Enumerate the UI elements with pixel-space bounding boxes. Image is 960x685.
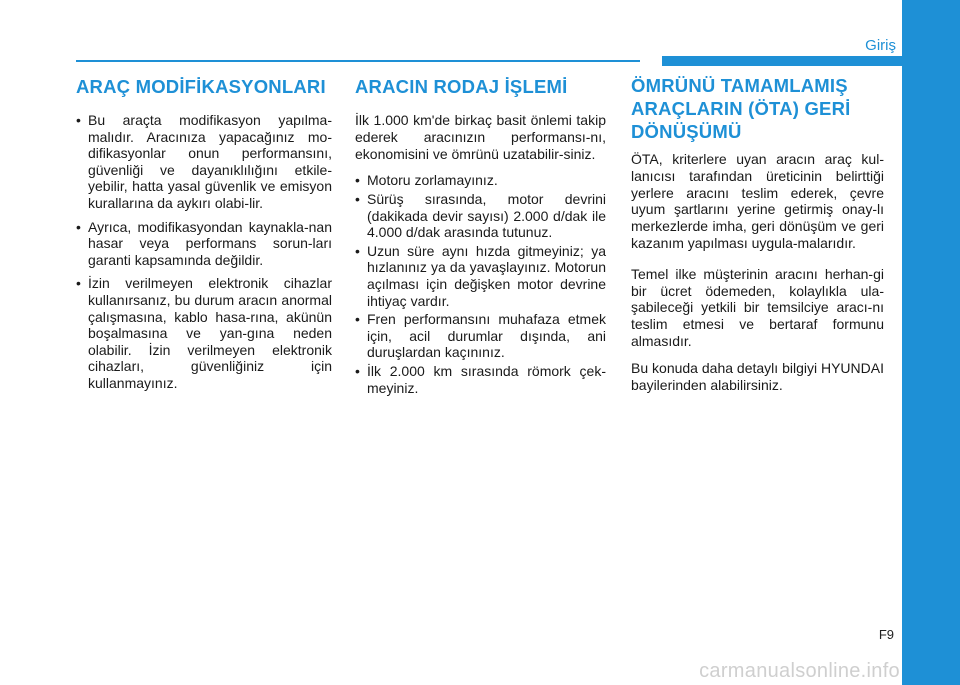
column-right (631, 74, 884, 407)
header-rule (76, 60, 640, 62)
bullet-icon: • (355, 172, 360, 189)
column-left (76, 74, 332, 399)
column-middle (355, 74, 606, 398)
list-item: • Fren performansını muhafaza etmek için, acil durumlar dışında, ani duruşlardan kaçınınız. (355, 311, 606, 361)
list-item: • Bu araçta modifikasyon yapılma-malıdır. Aracınıza yapacağınız mo-difikasyonlar onun performansını, güvenliği ve dayanıklılığını etkile-yebilir, hatta yasal güvenlik ve emisyon kurallarına da aykırı olabi-lir. (76, 112, 332, 211)
recycling-paragraph: ÖTA, kriterlere uyan aracın araç kul-lanıcısı tarafından üreticinin belirttiği yerlere aracını teslim ederek, çevre uyum şartlarını yerine getirmiş onay-lı merkezlerde imha, geri dönüşüm ve geri kazanım yapılması uygula-malarıdır. (631, 151, 884, 251)
side-color-band (902, 0, 960, 685)
list-item: • Motoru zorlamayınız. (355, 172, 498, 189)
bullet-icon: • (76, 218, 81, 235)
site-watermark: carmanualsonline.info (699, 660, 900, 682)
bullet-icon: • (355, 190, 360, 207)
list-item: • Sürüş sırasında, motor devrini (dakikada devir sayısı) 2.000 d/dak ile 4.000 d/dak arasında tutunuz. (355, 190, 606, 241)
section-title: Giriş (865, 37, 896, 54)
header-accent-bar (662, 56, 902, 66)
heading-end-of-life-recycling: ÖMRÜNÜ TAMAMLAMIŞ ARAÇLARIN (ÖTA) GERİ DÖNÜŞÜMÜ (631, 75, 851, 142)
list-item: • Ayrıca, modifikasyondan kaynakla-nan hasar veya performans sorun-ları garanti kapsamında değildir. (76, 218, 332, 268)
heading-break-in: ARACIN RODAJ İŞLEMİ (355, 76, 568, 97)
page-number: F9 (878, 627, 894, 642)
recycling-paragraph: Temel ilke müşterinin aracını herhan-gi bir ücret ödemeden, kolaylıkla ula-şabileceği yetkili bir temsilciye aracı-nı teslim etmesi ve bertaraf formunu almasıdır. (631, 265, 884, 349)
modifications-list (76, 112, 332, 392)
break-in-intro: İlk 1.000 km'de birkaç basit önlemi takip ederek aracınızın performansı-nı, ekonomisini ve ömrünü uzatabilir-siniz. (355, 112, 606, 162)
bullet-icon: • (76, 275, 81, 292)
bullet-icon: • (355, 362, 360, 379)
list-item: • Uzun süre aynı hızda gitmeyiniz; ya hızlanınız ya da yavaşlayınız. Motorun açılması için değişken motor devrine ihtiyaç vardır. (355, 242, 606, 309)
heading-vehicle-modifications: ARAÇ MODİFİKASYONLARI (76, 76, 326, 97)
list-item: • İzin verilmeyen elektronik cihazlar kullanırsanız, bu durum aracın anormal çalışmasına, kablo hasa-rına, akünün boşalmasına ve yan-gına neden olabilir. İzin verilmeyen elektronik cihazları, güvenliğiniz için kullanmayınız. (76, 275, 332, 391)
bullet-icon: • (76, 112, 81, 128)
list-item: • İlk 2.000 km sırasında römork çek-meyiniz. (355, 362, 606, 396)
bullet-icon: • (355, 242, 360, 259)
bullet-icon: • (355, 311, 360, 328)
break-in-list (355, 172, 606, 396)
recycling-paragraph: Bu konuda daha detaylı bilgiyi HYUNDAI bayilerinden alabilirsiniz. (631, 359, 884, 393)
